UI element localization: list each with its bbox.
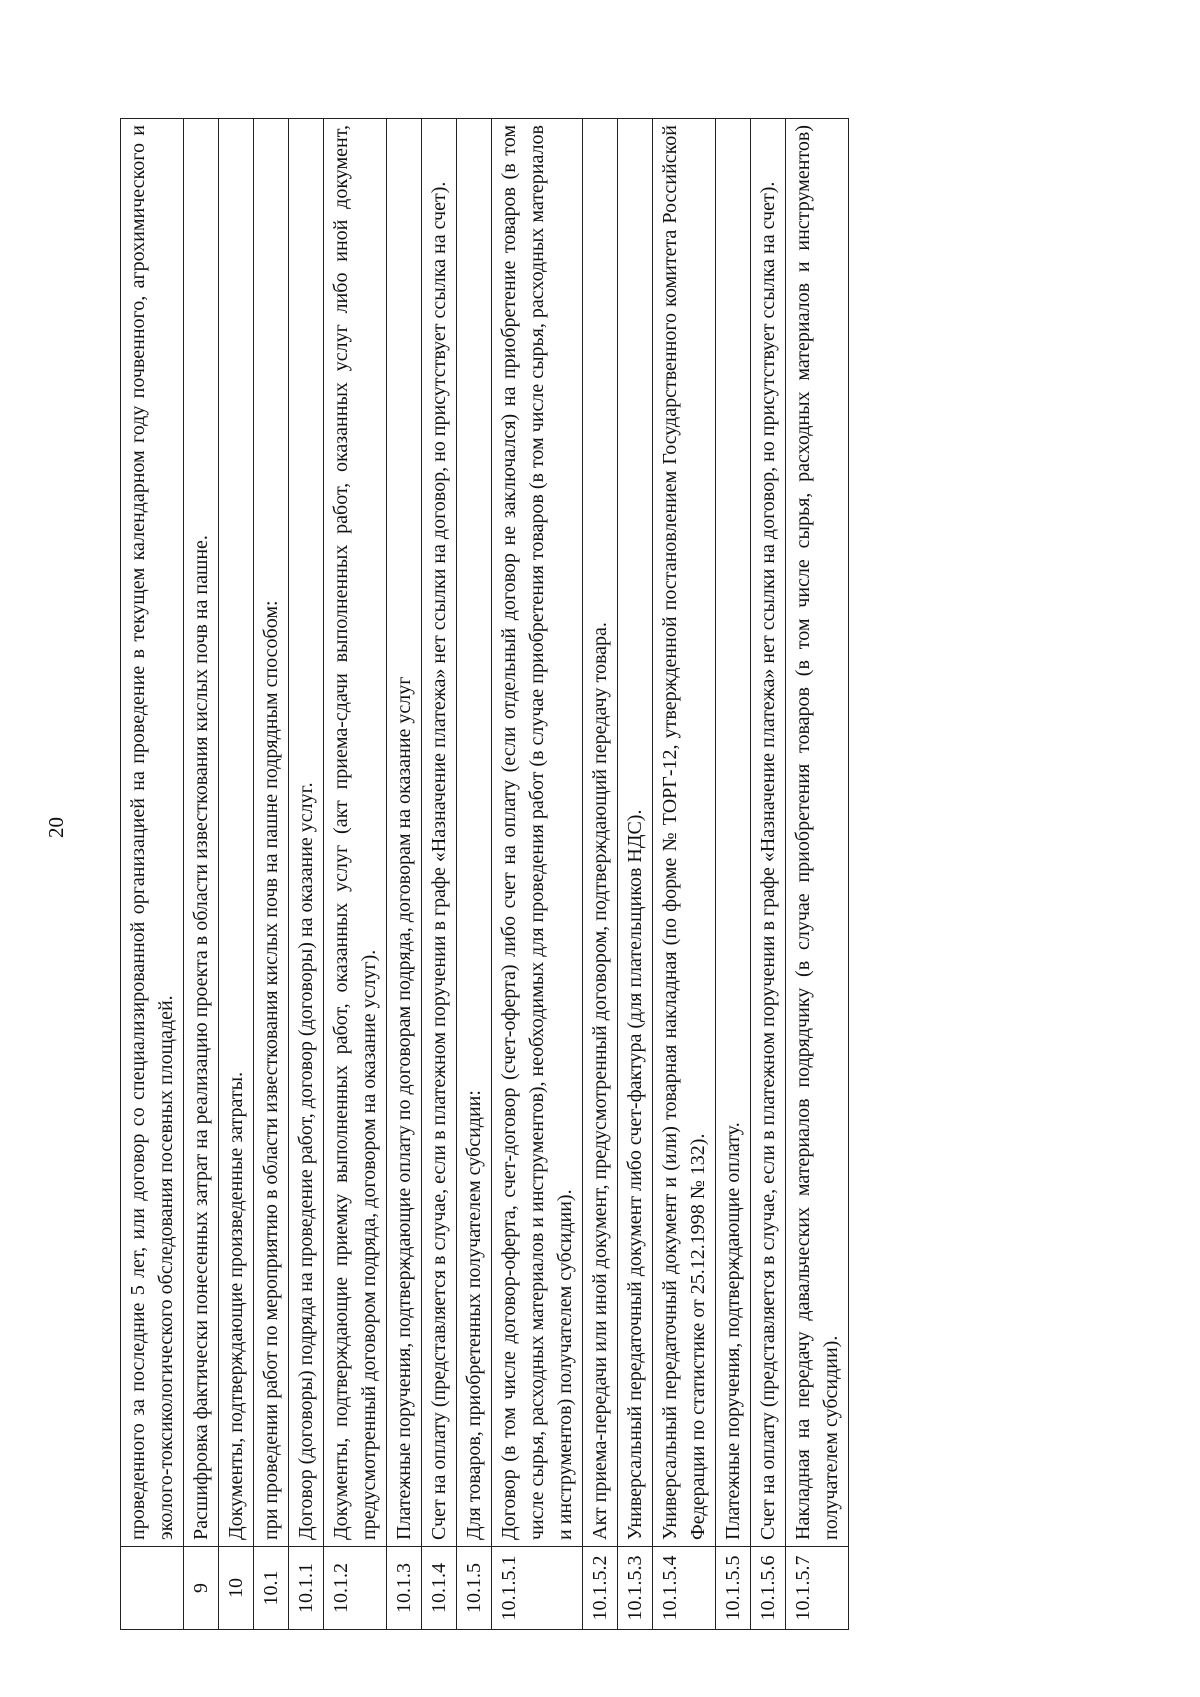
table-row [457, 119, 492, 1630]
row-number [121, 1547, 184, 1630]
table-row [618, 119, 653, 1630]
row-text: Счет на оплату (представляется в случае, если в платежном поручении в графе «Назначение платежа» нет ссылки на договор, но присутствует ссылка на счет). [422, 119, 457, 1547]
table-row [583, 119, 618, 1630]
row-number: 10 [219, 1547, 254, 1630]
row-number: 10.1.5.3 [618, 1547, 653, 1630]
page-number: 20 [44, 817, 68, 838]
table-row [219, 119, 254, 1630]
table-row [324, 119, 387, 1630]
table-row [751, 119, 786, 1630]
row-text: Договор (договоры) подряда на проведение работ, договор (договоры) на оказание услуг. [289, 119, 324, 1547]
row-text: Платежные поручения, подтверждающие оплату по договорам подряда, договорам на оказание услуг [387, 119, 422, 1547]
row-text: Договор (в том числе договор-оферта, счет-договор (счет-оферта) либо счет на оплату (если отдельный договор не заключался) на приобретение товаров (в том числе сырья, расходных материалов и инструментов), необходимых для проведения работ (в случае приобретения товаров (в том числе сырья, расходных материалов и инструментов) получателем субсидии). [492, 119, 583, 1547]
table-row [716, 119, 751, 1630]
row-text: Счет на оплату (представляется в случае, если в платежном поручении в графе «Назначение платежа» нет ссылки на договор, но присутствует ссылка на счет). [751, 119, 786, 1547]
table-row [121, 119, 184, 1630]
row-number: 10.1.2 [324, 1547, 387, 1630]
row-text: Универсальный передаточный документ и (или) товарная накладная (по форме № ТОРГ-12, утвержденной постановлением Государственного комитета Российской Федерации по статистике от 25.12.1998 № 132). [653, 119, 716, 1547]
table-row [289, 119, 324, 1630]
table-row [254, 119, 289, 1630]
row-text: Для товаров, приобретенных получателем субсидии: [457, 119, 492, 1547]
row-number: 10.1 [254, 1547, 289, 1630]
row-number: 10.1.5.7 [786, 1547, 849, 1630]
row-number: 9 [184, 1547, 219, 1630]
table-row [184, 119, 219, 1630]
documents-table [120, 118, 849, 1630]
row-text: Акт приема-передачи или иной документ, предусмотренный договором, подтверждающий передачу товара. [583, 119, 618, 1547]
row-number: 10.1.4 [422, 1547, 457, 1630]
row-number: 10.1.5 [457, 1547, 492, 1630]
table-row [492, 119, 583, 1630]
table-row [786, 119, 849, 1630]
row-text: проведенного за последние 5 лет, или договор со специализированной организацией на проведение в текущем календарном году почвенного, агрохимического и эколого-токсикологического обследования посевных площадей. [121, 119, 184, 1547]
row-number: 10.1.5.5 [716, 1547, 751, 1630]
row-number: 10.1.3 [387, 1547, 422, 1630]
row-number: 10.1.5.1 [492, 1547, 583, 1630]
row-number: 10.1.5.2 [583, 1547, 618, 1630]
table-row [422, 119, 457, 1630]
row-number: 10.1.5.4 [653, 1547, 716, 1630]
row-text: Накладная на передачу давальческих материалов подрядчику (в случае приобретения товаров (в том числе сырья, расходных материалов и инструментов) получателем субсидии). [786, 119, 849, 1547]
row-text: Документы, подтверждающие приемку выполненных работ, оказанных услуг (акт приема-сдачи выполненных работ, оказанных услуг либо иной документ, предусмотренный договором подряда, договором на оказание услуг). [324, 119, 387, 1547]
row-text: Платежные поручения, подтверждающие оплату. [716, 119, 751, 1547]
row-text: Документы, подтверждающие произведенные затраты. [219, 119, 254, 1547]
row-number: 10.1.1 [289, 1547, 324, 1630]
row-text: Универсальный передаточный документ либо счет-фактура (для плательщиков НДС). [618, 119, 653, 1547]
row-number: 10.1.5.6 [751, 1547, 786, 1630]
row-text: Расшифровка фактически понесенных затрат на реализацию проекта в области известкования кислых почв на пашне. [184, 119, 219, 1547]
row-text: при проведении работ по мероприятию в области известкования кислых почв на пашне подрядным способом: [254, 119, 289, 1547]
table-row [653, 119, 716, 1630]
table-row [387, 119, 422, 1630]
